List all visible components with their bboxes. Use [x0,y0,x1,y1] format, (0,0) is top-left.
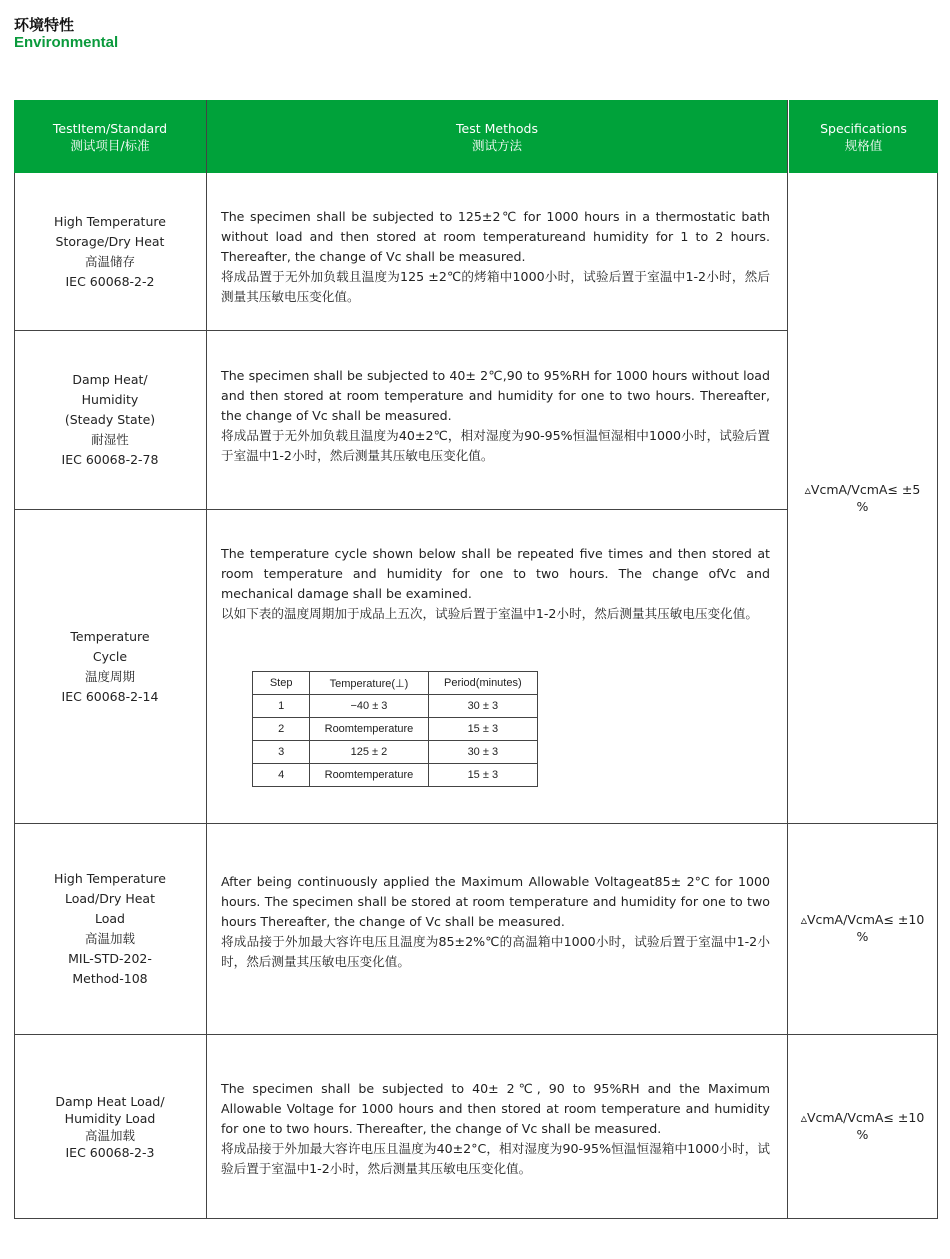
temperature-cycle-table [252,671,538,787]
environmental-table [14,100,938,1219]
table-cell: 3 [253,741,310,764]
method-cn: 以如下表的温度周期加于成品上五次，试验后置于室温中1-2小时，然后测量其压敏电压变化值。 [221,606,758,621]
test-item-line: 温度周期 [84,668,135,684]
test-item-line: Temperature [70,628,150,644]
test-item-line: IEC 60068-2-3 [65,1144,155,1160]
grid-line [206,100,207,1219]
test-item-line: MIL-STD-202- [68,951,152,966]
spec-value-damp-heat-load [788,1109,937,1143]
test-item-line: 耐湿性 [91,432,129,447]
header-specifications [789,100,938,173]
spec-value-shared [788,481,937,515]
grid-line [787,100,788,1219]
test-item-line: Load [95,911,125,926]
spec-unit-line: % [856,929,869,944]
method-cn: 将成品接于外加最大容许电压且温度为40±2°C，相对湿度为90-95%恒温恒湿箱中1000小时，试验后置于室温中1-2小时，然后测量其压敏电压变化值。 [221,1141,770,1176]
test-method-damp-heat [221,366,770,466]
method-en: The temperature cycle shown below shall be repeated five times and then stored at room temperature and humidity for one to two hours. The change ofVc and mechanical damage shall be examined. [221,546,770,601]
method-cn: 将成品置于无外加负载且温度为40±2℃，相对湿度为90-95%恒温恒湿相中1000小时，试验后置于室温中1-2小时，然后测量其压敏电压变化值。 [221,428,770,463]
header-test-methods-cn: 测试方法 [471,137,522,153]
method-cn: 将成品置于无外加负载且温度为125 ±2℃的烤箱中1000小时，试验后置于室温中1-2小时，然后测量其压敏电压变化值。 [221,269,770,304]
header-test-item [14,100,206,173]
test-item-line: (Steady State) [64,412,156,427]
method-en: The specimen shall be subjected to 40± 2℃,90 to 95%RH for 1000 hours without load and then stored at room temperature and humidity for one to two hours. Thereafter, the change of Vc shall be measured. [221,368,770,423]
test-item-line: Storage/Dry Heat [55,234,165,249]
header-specifications-en: Specifications [820,120,907,136]
table-cell: Roomtemperature [310,718,428,741]
test-item-line: 高温储存 [84,254,135,269]
test-item-line: Damp Heat/ [72,372,148,387]
test-item-line: IEC 60068-2-14 [61,688,159,704]
table-cell: 30 ± 3 [428,695,537,718]
grid-line [14,1218,938,1219]
table-row [253,741,538,764]
test-item-line: Cycle [92,648,128,664]
spec-unit-line: % [856,1127,869,1142]
test-item-line: Damp Heat Load/ [55,1093,165,1109]
test-item-line: High Temperature [54,871,166,886]
table-cell: 2 [253,718,310,741]
table-header-cell: Period(minutes) [428,672,537,695]
spec-value-line: ▵VcmA/VcmA≤ ±5 [804,482,921,497]
test-item-line: Method-108 [72,971,148,986]
test-item-line: Humidity Load [64,1110,156,1126]
test-method-damp-heat-load [221,1079,770,1179]
test-item-line: 高温加载 [84,931,135,946]
test-item-line: 高温加载 [84,1127,135,1143]
table-row [253,672,538,695]
test-method-high-temp-storage [221,207,770,307]
header-test-item-cn: 测试项目/标准 [70,137,150,153]
method-cn: 将成品接于外加最大容许电压且温度为85±2%℃的高温箱中1000小时，试验后置于室温中1-2小时，然后测量其压敏电压变化值。 [221,934,770,969]
test-item-high-temp-storage [14,174,206,330]
heading-cn: 环境特性 [14,16,75,34]
spec-value-line: ▵VcmA/VcmA≤ ±10 [800,1110,925,1125]
test-item-temperature-cycle [14,510,206,823]
spec-value-line: ▵VcmA/VcmA≤ ±10 [800,912,925,927]
table-cell: 4 [253,764,310,787]
table-cell: 15 ± 3 [428,718,537,741]
test-item-damp-heat [14,331,206,509]
header-test-methods-en: Test Methods [456,120,538,136]
test-item-damp-heat-load [14,1035,206,1218]
test-item-high-temp-load [14,824,206,1034]
table-row [253,718,538,741]
test-method-temperature-cycle [221,544,770,624]
test-item-line: Humidity [81,392,139,407]
header-test-item-en: TestItem/Standard [52,120,168,136]
test-method-high-temp-load [221,872,770,972]
table-cell: −40 ± 3 [310,695,428,718]
spec-unit-line: % [856,499,869,514]
table-cell: 30 ± 3 [428,741,537,764]
method-en: The specimen shall be subjected to 40± 2℃, 90 to 95%RH and the Maximum Allowable Voltage for 1000 hours and then stored at room temperature and humidity for one to two hours. Thereafter, the change of Vc shall be measured. [221,1081,770,1136]
table-row [253,764,538,787]
method-en: After being continuously applied the Maximum Allowable Voltageat85± 2°C for 1000 hours. The specimen shall be stored at room temperature and humidity for one to two hours Thereafter, the change of Vc shall be measured. [221,874,770,929]
table-row [253,695,538,718]
table-cell: 125 ± 2 [310,741,428,764]
spec-value-high-temp-load [788,911,937,945]
test-item-line: Load/Dry Heat [65,891,155,906]
heading-en: Environmental [14,34,119,51]
table-header-cell: Temperature(⊥) [310,672,428,695]
grid-line [937,173,938,1219]
header-specifications-cn: 规格值 [844,137,883,153]
test-item-line: High Temperature [54,214,166,229]
table-header-cell: Step [253,672,310,695]
table-cell: 15 ± 3 [428,764,537,787]
table-cell: 1 [253,695,310,718]
test-item-line: IEC 60068-2-2 [65,274,155,289]
header-test-methods [207,100,787,173]
table-cell: Roomtemperature [310,764,428,787]
method-en: The specimen shall be subjected to 125±2℃ for 1000 hours in a thermostatic bath without load and then stored at room temperatureand humidity for 1 to 2 hours. Thereafter, the change of Vc shall be measured. [221,209,770,264]
test-item-line: IEC 60068-2-78 [61,452,159,467]
